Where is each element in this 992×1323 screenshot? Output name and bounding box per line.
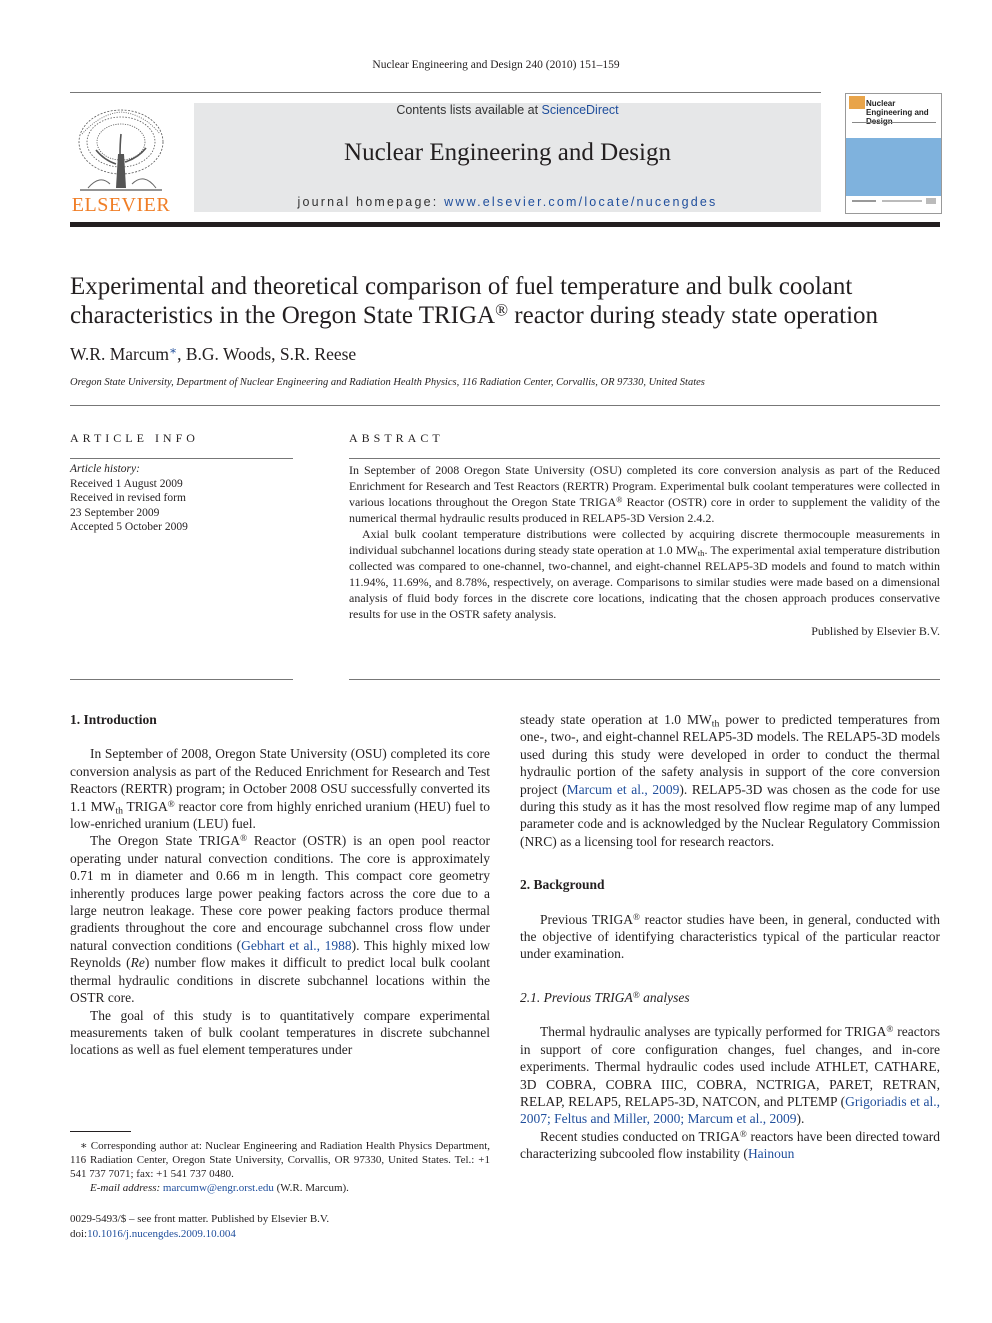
cover-subtitle-line xyxy=(852,122,936,123)
cover-footer-mark xyxy=(882,200,922,202)
published-by: Published by Elsevier B.V. xyxy=(811,624,940,638)
cover-title: Nuclear Engineering and xyxy=(866,99,929,117)
corresponding-author-mark[interactable]: ∗ xyxy=(169,343,178,358)
spacer xyxy=(520,894,940,911)
footnote-text: ∗ Corresponding author at: Nuclear Engineering and Radiation Health Physics Department, 116 Radiation Center, Oregon State University, Corvallis, OR 97330, United States. Tel.: +1 541 737 7071; fax: +1 541 737 0480. xyxy=(70,1140,490,1180)
journal-homepage-line: journal homepage: www.elsevier.com/locate/nucengdes xyxy=(297,195,718,209)
corresponding-author-footnote xyxy=(70,1139,490,1195)
body-paragraph: Recent studies conducted on TRIGA® reactors have been directed toward characterizing subcooled flow instability (Hainoun xyxy=(520,1128,940,1162)
article-info-heading: ARTICLE INFO xyxy=(70,431,199,445)
article-info-rule xyxy=(70,458,293,459)
body-paragraph: The goal of this study is to quantitatively compare experimental measurements taken of bulk coolant temperatures in discrete subchannel locations as well as fuel element temperatures under xyxy=(70,1007,490,1058)
history-label: Article history: xyxy=(70,463,140,475)
section-heading-introduction: 1. Introduction xyxy=(70,712,157,727)
abstract-text xyxy=(349,462,940,639)
spacer xyxy=(520,963,940,989)
footnote-rule xyxy=(70,1131,131,1132)
front-matter xyxy=(70,1212,490,1241)
elsevier-logo xyxy=(70,104,172,214)
doi-line: doi:10.1016/j.nucengdes.2009.10.004 xyxy=(70,1227,236,1240)
doi-link[interactable]: 10.1016/j.nucengdes.2009.10.004 xyxy=(87,1227,236,1240)
elsevier-wordmark: ELSEVIER xyxy=(71,194,171,216)
paper-title: Experimental and theoretical comparison of fuel temperature and bulk coolant characteristics in the Oregon State TRIGA® reactor during steady state operation xyxy=(70,273,879,329)
cover-footer-mark xyxy=(926,198,936,204)
abstract-heading: ABSTRACT xyxy=(349,431,444,445)
article-history xyxy=(70,462,300,535)
sciencedirect-link[interactable]: ScienceDirect xyxy=(541,103,619,117)
subsection-heading-previous-analyses: 2.1. Previous TRIGA® analyses xyxy=(520,989,690,1005)
email-link[interactable]: marcumw@engr.orst.edu xyxy=(162,1182,274,1194)
history-accepted: Accepted 5 October 2009 xyxy=(70,521,188,533)
footnote-email: E-mail address: marcumw@engr.orst.edu (W.R. Marcum). xyxy=(90,1182,349,1194)
history-revised: Received in revised form xyxy=(70,492,186,504)
citation-link[interactable]: Marcum et al., 2009 xyxy=(566,781,680,797)
author-marcum: W.R. Marcum xyxy=(70,344,169,364)
journal-cover-thumbnail xyxy=(845,93,942,214)
abstract-rule xyxy=(349,458,940,459)
journal-reference: Nuclear Engineering and Design 240 (2010) 151–159 xyxy=(372,59,620,71)
history-received: Received 1 August 2009 xyxy=(70,477,183,490)
abstract-paragraph: Axial bulk coolant temperature distributions were collected by acquiring discrete thermocouple measurements in individual subchannel locations during steady state operation at 1.0 $MW_{th}$. The experimental axial temperature distribution collected was compared to one-channel, two-channel, and eight-channel RELAP5-3D models and found to match within 11.94%, 11.69%, and 8.78%, respectively, on average. Comparisons to similar studies were made based on a dimensional analysis of fluid body forces in the discrete core locations, indicating that the chosen approach produces conservative results for use in the OSTR safety analysis. xyxy=(349,527,941,621)
journal-title: Nuclear Engineering and Design xyxy=(344,139,671,166)
citation-link[interactable]: Gebhart et al., 1988 xyxy=(241,937,352,953)
article-info-end-rule xyxy=(70,679,293,680)
abstract-paragraph: In September of 2008 Oregon State University (OSU) completed its core conversion analysis as part of the Reduced Enrichment for Research and Test Reactors (RERTR) Program. Experimental bulk coolant temperatures were collected in various locations throughout the Oregon State TRIGA® Reactor (OSTR) core in order to supplement the validity of the numerical thermal hydraulic results produced in RELAP5-3D Version 2.4.2. xyxy=(349,463,940,525)
affiliation: Oregon State University, Department of Nuclear Engineering and Radiation Health Physics, 116 Radiation Center, Corvallis, OR 97330, United States xyxy=(70,377,705,388)
citation-link[interactable]: Grigoriadis et al., 2007; Feltus and Miller, 2000; Marcum et al., 2009 xyxy=(520,1093,940,1127)
citation-link[interactable]: Hainoun xyxy=(747,1146,795,1162)
section-heading-background: 2. Background xyxy=(520,877,605,893)
body-paragraph: Thermal hydraulic analyses are typically performed for TRIGA® reactors in support of core configuration changes, fuel changes, and in-core experiments. Thermal hydraulic codes used include ATHLET, CATHARE, 3D COBRA, COBRA IIIC, COBRA, NCTRIGA, PARET, RETRAN, RELAP, RELAP5, RELAP5-3D, NATCON, and PLTEMP (Grigoriadis et al., 2007; Feltus and Miller, 2000; Marcum et al., 2009). xyxy=(520,1024,940,1127)
spacer xyxy=(520,850,940,876)
history-revised-date: 23 September 2009 xyxy=(70,506,160,519)
body-paragraph: steady state operation at 1.0 $MW_{th}$ power to predicted temperatures from one-, two-, and eight-channel RELAP5-3D models. The RELAP5-3D models used during this study were developed in order to conduct the thermal hydraulic portion of the safety analysis in support of the core conversion project (Marcum et al., 2009). RELAP5-3D was chosen as the code for use during this study as it has the most resolved flow regime map of any lumped parameter code and is acknowledged by the Nuclear Regulatory Commission (NRC) as a licensing tool for research reactors. xyxy=(520,712,940,849)
author-list: W.R. Marcum∗, B.G. Woods, S.R. Reese xyxy=(70,343,357,364)
cover-emblem xyxy=(849,96,865,109)
affiliation-rule xyxy=(70,405,940,406)
body-paragraph: Previous TRIGA® reactor studies have been, in general, conducted with the objective of identifying characteristics typical of the particular reactor under examination. xyxy=(520,911,940,962)
body-right-column xyxy=(520,711,940,1163)
body-paragraph: The Oregon State TRIGA® Reactor (OSTR) is an open pool reactor operating under natural convection conditions. The core is approximately 0.71 m in diameter and 0.66 m in length. This compact core geometry inherently produces large power peaking factors across the core due to a large neutron leakage. These core power peaking factors produce thermal gradients throughout the core and encourage subchannel cross flow under natural convection conditions (Gebhart et al., 1988). This highly mixed low Reynolds (Re) number flow makes it difficult to predict local bulk coolant thermal hydraulic conditions in discrete subchannel locations within the OSTR core. xyxy=(70,833,491,1006)
contents-line: Contents lists available at ScienceDirect xyxy=(396,103,619,117)
body-left-column xyxy=(70,711,490,1059)
spacer xyxy=(520,1006,940,1023)
header-rule xyxy=(70,92,821,93)
body-paragraph: In September of 2008, Oregon State University (OSU) completed its core conversion analysis as part of the Reduced Enrichment for Research and Test Reactors (RERTR) program; in October 2008 OSU successfully converted its 1.1 $MW_{th}$ TRIGA® reactor core from highly enriched uranium (HEU) fuel to low-enriched uranium (LEU) fuel. xyxy=(70,746,490,832)
abstract-end-rule xyxy=(349,679,940,680)
cover-blue-panel xyxy=(846,138,941,196)
cover-footer-mark xyxy=(852,200,876,202)
header-thick-rule xyxy=(70,222,940,227)
spacer xyxy=(70,728,490,745)
journal-homepage-link[interactable]: www.elsevier.com/locate/nucengdes xyxy=(444,195,718,209)
issn-line: 0029-5493/$ – see front matter. Published by Elsevier B.V. xyxy=(70,1213,330,1225)
